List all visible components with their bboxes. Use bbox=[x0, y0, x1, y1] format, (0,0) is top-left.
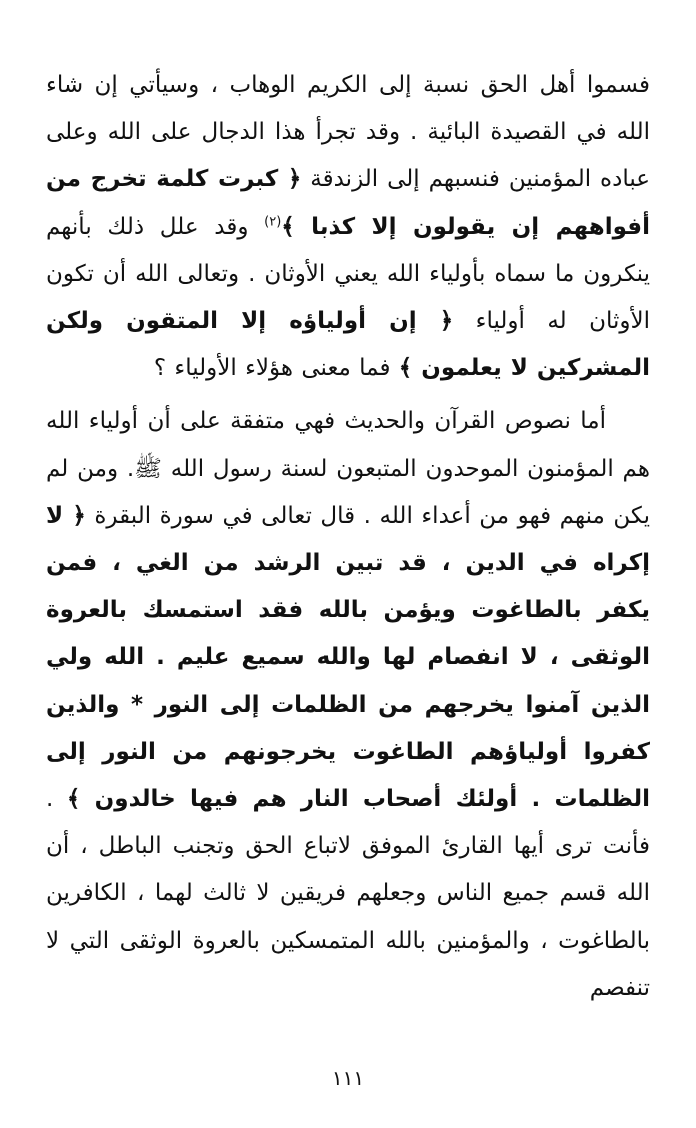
paragraph-2-text-1: أما نصوص القرآن والحديث فهي متفقة على أن أولياء الله هم المؤمنون الموحدون المتبعون لسنة رسول الله ﷺ. ومن لم يكن منهم فهو من أعداء الله . قال تعالى في سورة البقرة bbox=[46, 408, 650, 529]
paragraph-1-text-3: فما معنى هؤلاء الأولياء ؟ bbox=[153, 355, 399, 382]
paragraph-1 bbox=[46, 62, 650, 392]
footnote-marker: (٢) bbox=[264, 213, 282, 229]
page-number: ١١١ bbox=[331, 1066, 365, 1090]
paragraph-2-text-2: . فأنت ترى أيها القارئ الموفق لاتباع الحق وتجنب الباطل ، أن الله قسم جميع الناس وجعلهم فريقين لا ثالث لهما ، الكافرين بالطاغوت ، والمؤمنين بالله المتمسكين بالعروة الوثقى التي لا تنفصم bbox=[46, 786, 650, 1001]
paragraph-1-text-2: وقد علل ذلك بأنهم ينكرون ما سماه بأولياء الله يعني الأوثان . وتعالى الله أن تكون الأوثان له أولياء bbox=[46, 213, 650, 335]
body-text bbox=[46, 62, 650, 1012]
paragraph-2 bbox=[46, 398, 650, 1012]
quran-verse-2: ﴿ إن أولياؤه إلا المتقون ولكن المشركين لا يعلمون ﴾ bbox=[46, 308, 650, 382]
quran-verse-3: ﴿ لا إكراه في الدين ، قد تبين الرشد من الغي ، فمن يكفر بالطاغوت ويؤمن بالله فقد استمسك بالعروة الوثقى ، لا انفصام لها والله سميع عليم . الله ولي الذين آمنوا يخرجهم من الظلمات إلى النور * والذين كفروا أولياؤهم الطاغوت يخرجونهم من النور إلى الظلمات . أولئك أصحاب النار هم فيها خالدون ﴾ bbox=[46, 502, 650, 813]
quran-verse-1: ﴿ كبرت كلمة تخرج من أفواههم إن يقولون إلا كذبا ﴾ bbox=[46, 166, 651, 240]
paragraph-1-text-1: فسموا أهل الحق نسبة إلى الكريم الوهاب ، وسيأتي إن شاء الله في القصيدة البائية . وقد تجرأ هذا الدجال على الله وعلى عباده المؤمنين فنسبهم إلى الزندقة bbox=[46, 72, 650, 193]
